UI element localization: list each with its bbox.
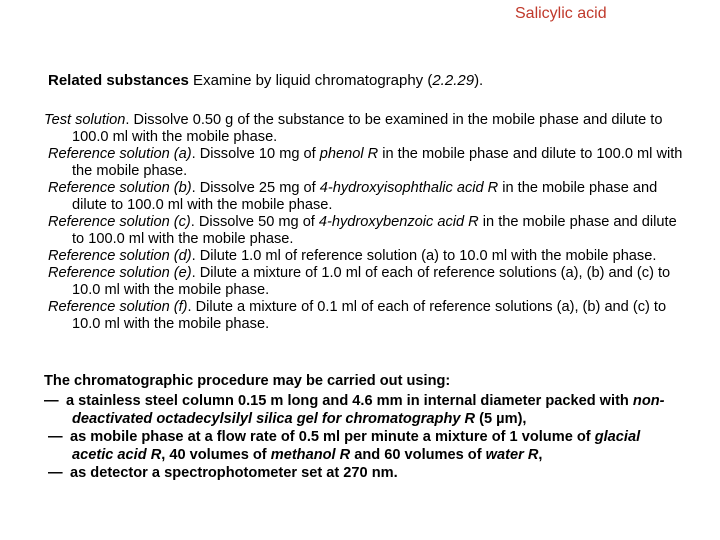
solution-text: in the mobile phase and dilute to 100.0 ml with the mobile phase. bbox=[72, 180, 658, 213]
item-text: (5 µm), bbox=[475, 411, 527, 427]
list-item bbox=[44, 428, 684, 464]
solution-sep: . bbox=[191, 146, 200, 162]
reference-solution-d bbox=[44, 248, 684, 265]
solution-sep: . bbox=[187, 299, 196, 315]
solution-name: Reference solution (b) bbox=[48, 180, 192, 196]
list-item bbox=[44, 392, 684, 428]
reference-solution-f bbox=[44, 299, 684, 333]
reference-solution-c bbox=[44, 214, 684, 248]
solution-sep: . bbox=[191, 248, 200, 264]
solution-text: Dissolve 10 mg of bbox=[199, 146, 320, 162]
item-text: a stainless steel column 0.15 m long and 4.6 mm in internal diameter packed with bbox=[66, 393, 633, 409]
reagent-name: 4-hydroxyisophthalic acid R bbox=[319, 180, 499, 196]
solution-sep: . bbox=[191, 180, 200, 196]
reagent-name: water R bbox=[485, 447, 539, 463]
procedure-intro: The chromatographic procedure may be carried out using: bbox=[44, 373, 451, 389]
solution-name: Reference solution (a) bbox=[48, 146, 192, 162]
solution-text: Dilute a mixture of 1.0 ml of each of reference solutions (a), (b) and (c) to 10.0 ml with the mobile phase. bbox=[72, 265, 671, 298]
solution-text: Dissolve 0.50 g of the substance to be examined in the mobile phase and dilute to 100.0 ml with the mobile phase. bbox=[72, 112, 663, 145]
item-text: , 40 volumes of bbox=[161, 447, 271, 463]
reagent-name: methanol R bbox=[270, 447, 351, 463]
solution-text: in the mobile phase and dilute to 100.0 ml with the mobile phase. bbox=[72, 214, 677, 247]
solutions-block bbox=[44, 112, 684, 333]
solution-text: Dilute a mixture of 0.1 ml of each of reference solutions (a), (b) and (c) to 10.0 ml with the mobile phase. bbox=[72, 299, 667, 332]
reference-solution-e bbox=[44, 265, 684, 299]
solution-text: Dissolve 25 mg of bbox=[199, 180, 320, 196]
dash-bullet: — bbox=[48, 465, 63, 481]
procedure-list bbox=[44, 392, 684, 482]
related-substances-close: ). bbox=[474, 72, 484, 89]
reagent-name: 4-hydroxybenzoic acid R bbox=[318, 214, 479, 230]
dash-bullet: — bbox=[44, 393, 59, 409]
solution-name: Reference solution (e) bbox=[48, 265, 192, 281]
reagent-name: non-deactivated octadecylsilyl silica gel for chromatography R bbox=[72, 393, 665, 427]
solution-name: Reference solution (d) bbox=[48, 248, 192, 264]
solution-name: Test solution bbox=[44, 112, 126, 128]
reagent-name: glacial acetic acid R bbox=[72, 429, 641, 463]
solution-text: Dilute 1.0 ml of reference solution (a) to 10.0 ml with the mobile phase. bbox=[199, 248, 657, 264]
item-text: , bbox=[538, 447, 543, 463]
related-substances-label: Related substances bbox=[48, 72, 189, 89]
reagent-name: phenol R bbox=[319, 146, 379, 162]
item-text: and 60 volumes of bbox=[350, 447, 486, 463]
solution-name: Reference solution (c) bbox=[48, 214, 191, 230]
test-solution bbox=[44, 112, 684, 146]
solution-sep: . bbox=[191, 265, 200, 281]
solution-text: Dissolve 50 mg of bbox=[198, 214, 319, 230]
reference-solution-a bbox=[44, 146, 684, 180]
related-substances-ref: 2.2.29 bbox=[432, 72, 475, 89]
solution-sep: . bbox=[190, 214, 199, 230]
solution-text: in the mobile phase and dilute to 100.0 ml with the mobile phase. bbox=[72, 146, 683, 179]
dash-bullet: — bbox=[48, 429, 63, 445]
list-item bbox=[44, 464, 684, 482]
item-text: as detector a spectrophotometer set at 270 nm. bbox=[70, 465, 398, 481]
solution-sep: . bbox=[125, 112, 134, 128]
solution-name: Reference solution (f) bbox=[48, 299, 188, 315]
reference-solution-b bbox=[44, 180, 684, 214]
item-text: as mobile phase at a flow rate of 0.5 ml per minute a mixture of 1 volume of bbox=[70, 429, 595, 445]
related-substances-text: Examine by liquid chromatography ( bbox=[188, 72, 433, 89]
related-substances-heading bbox=[48, 72, 483, 89]
chromatographic-procedure bbox=[44, 372, 684, 482]
page-title: Salicylic acid bbox=[515, 5, 607, 22]
